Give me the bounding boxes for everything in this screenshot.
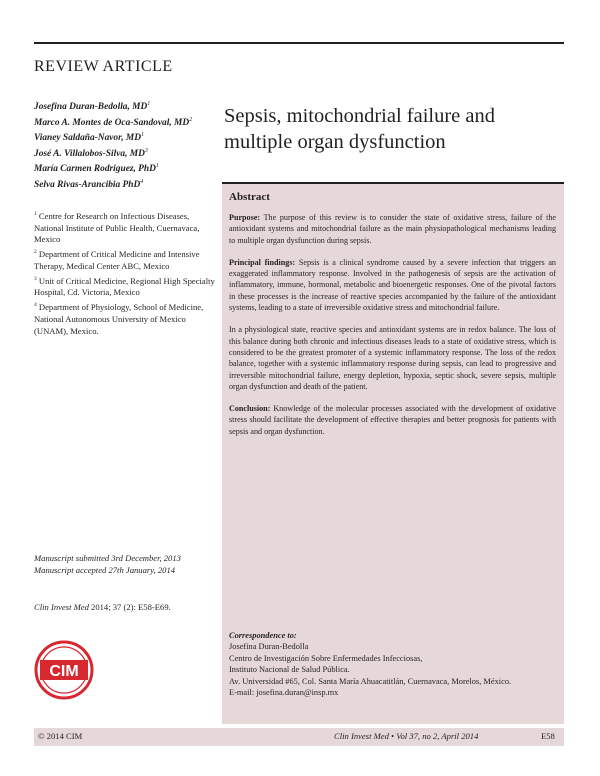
- abstract-paragraph: In a physiological state, reactive species and antioxidant systems are in redox balance. The loss of this balance during both chronic and infectious diseases leads to a state of oxidative stress, which is considered to be the greatest promoter of a systemic inflammatory response. The loss of the redox balance, together with a systemic inflammatory response during sepsis, can lead to progressive and irreversible mitochondrial failure, energy depletion, hypoxia, septic shock, severe sepsis, multiple organ dysfunction and death of the patient.: [229, 325, 556, 391]
- author-name: Vianey Saldaña-Navor, $MD^1$: [34, 132, 145, 144]
- author-name: Marco A. Montes de Oca-Sandoval, $MD^2$: [34, 116, 193, 128]
- article-title: [224, 103, 564, 155]
- abstract-conclusion: Conclusion: Knowledge of the molecular processes associated with the development of oxidative stress should facilitate the development of effective therapies and better prognosis for patients with sepsis and organ dysfunction.: [229, 404, 556, 436]
- manuscript-dates: [34, 553, 214, 576]
- footer-copyright: © 2014 CIM: [38, 731, 83, 741]
- correspondence-email[interactable]: E-mail: josefina.duran@insp.mx: [229, 688, 339, 698]
- author-name: Josefina Duran-Bedolla, $MD^1$: [34, 101, 151, 113]
- correspondence-line: Centro de Investigación Sobre Enfermedades Infecciosas,: [229, 653, 423, 663]
- affiliation: $^4$ Department of Physiology, School of Medicine, National Autonomous University of Mexico (UNAM), Mexico.: [34, 302, 204, 336]
- title-line: Sepsis, mitochondrial failure and: [224, 105, 495, 127]
- accepted-date: Manuscript accepted 27th January, 2014: [34, 564, 176, 575]
- header-rule: [34, 42, 564, 44]
- abstract-findings: Principal findings: Sepsis is a clinical syndrome caused by a severe infection that triggers an exaggerated inflammatory response. Involved in the pathogenesis of sepsis are the activation of inflammatory, immune, hormonal, metabolic and bioenergetic responses. One of the pivotal factors in these processes is the increase of reactive species accompanied by the failure of the antioxidant systems, leading to a state of irreversible oxidative stress and mitochondrial failure.: [229, 257, 556, 313]
- affiliation: $^1$ Centre for Research on Infectious Diseases, National Institute of Public Health, Cuernavaca, Mexico: [34, 210, 200, 245]
- correspondence-line: Josefina Duran-Bedolla: [229, 642, 309, 652]
- logo-text: CIM: [49, 663, 79, 680]
- author-name: José A. Villalobos-Silva, $MD^3$: [34, 147, 148, 159]
- title-line: multiple organ dysfunction: [224, 131, 446, 153]
- abstract-purpose: Purpose: The purpose of this review is to consider the state of oxidative stress, failure of the antioxidant systems and mitochondrial failure as the main physiopathological mechanisms leading to multiple organ dysfunction during sepsis.: [229, 213, 556, 245]
- correspondence-line: Av. Universidad #65, Col. Santa María Ahuacatitlán, Cuernavaca, Morelos, México.: [229, 676, 512, 686]
- correspondence-line: Instituto Nacional de Salud Pública.: [229, 665, 350, 675]
- correspondence-heading: Correspondence to:: [229, 631, 297, 640]
- section-label: REVIEW ARTICLE: [34, 58, 173, 75]
- author-list: [34, 98, 214, 191]
- footer-band: [34, 728, 564, 746]
- submitted-date: Manuscript submitted 3rd December, 2013: [34, 553, 181, 563]
- cim-logo-icon: [34, 640, 94, 700]
- affiliation: $^2$ Department of Critical Medicine and Intensive Therapy, Medical Center ABC, Mexico: [34, 249, 200, 271]
- correspondence-block: [229, 630, 559, 698]
- affiliation: $^3$ Unit of Critical Medicine, Regional High Specialty Hospital, Cd. Victoria, Mexico: [34, 275, 215, 298]
- author-name: María Carmen Rodriguez, PhD$^1$: [34, 163, 159, 175]
- abstract-heading: Abstract: [229, 191, 270, 203]
- footer-page-number: E58: [541, 731, 555, 741]
- author-name: Selva Rivas-Arancibia PhD$^4$: [34, 178, 144, 190]
- footer-journal-info: Clin Invest Med • Vol 37, no 2, April 2014: [334, 731, 479, 741]
- affiliation-list: [34, 209, 216, 338]
- citation: Clin Invest Med 2014; 37 (2): E58-E69.: [34, 602, 171, 612]
